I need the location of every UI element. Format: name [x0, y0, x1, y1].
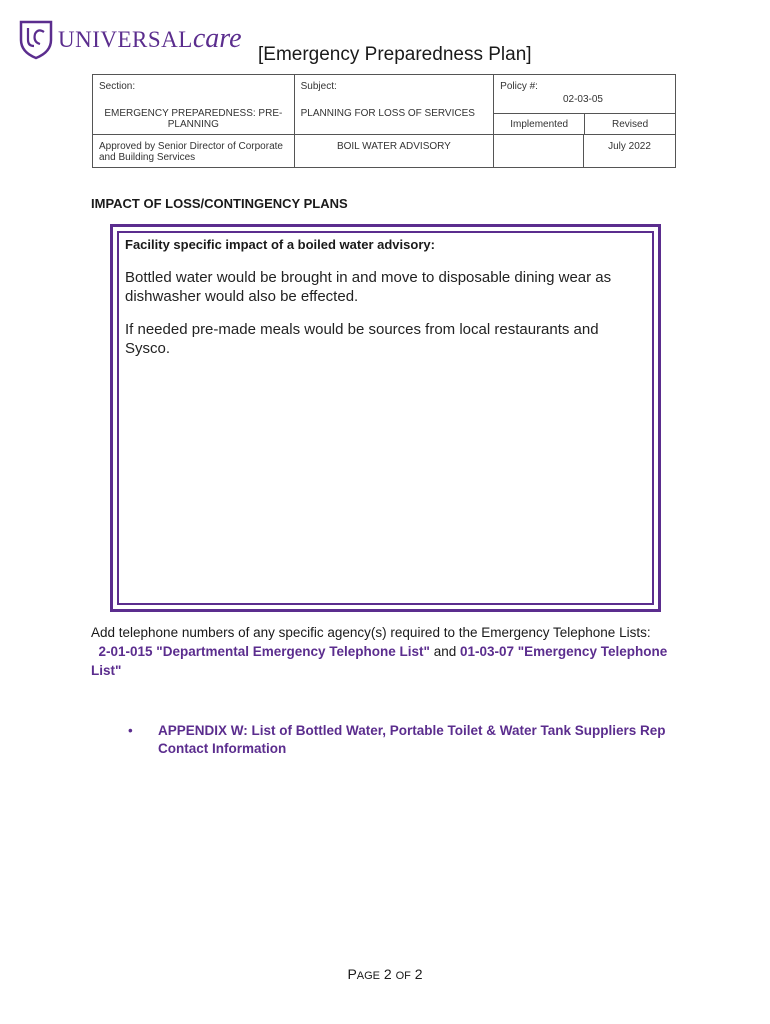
departmental-telephone-list-link[interactable]: 2-01-015 "Departmental Emergency Telephone List": [98, 644, 430, 659]
footer-of: OF: [395, 970, 411, 982]
footer-page-number: 2: [383, 966, 392, 982]
impact-paragraph-2: If needed pre-made meals would be sources from local restaurants and Sysco.: [125, 321, 599, 357]
logo-word-care: care: [192, 23, 242, 54]
revised-value-cell: [584, 135, 676, 168]
sub-subject-cell: [294, 135, 494, 168]
section-cell: [93, 75, 295, 135]
document-title: [Emergency Preparedness Plan]: [258, 44, 532, 65]
logo-wordmark: [58, 25, 242, 53]
emergency-telephone-list-link[interactable]: 01-03-07 "Emergency Telephone List": [91, 644, 668, 678]
implemented-value: [494, 135, 583, 145]
uc-shield-icon: [18, 18, 54, 60]
logo-word-universal: UNIVERSAL: [58, 27, 193, 52]
subject-cell: [294, 75, 494, 135]
facility-impact-box-inner: [117, 231, 654, 605]
page-footer: [0, 966, 770, 982]
telephone-instructions: [91, 623, 691, 680]
facility-impact-heading: Facility specific impact of a boiled water advisory:: [125, 237, 435, 252]
footer-p: P: [347, 966, 357, 982]
approved-by-cell: [93, 135, 295, 168]
implemented-label: Implemented: [494, 114, 585, 134]
policy-cell: [494, 75, 676, 135]
impact-paragraph-1: Bottled water would be brought in and move to disposable dining wear as dishwasher would also be effected.: [125, 269, 612, 305]
section-value: EMERGENCY PREPAREDNESS: PRE-PLANNING: [104, 108, 283, 130]
implemented-value-cell: [494, 135, 584, 168]
appendix-list-item: [128, 722, 668, 758]
impact-heading: IMPACT OF LOSS/CONTINGENCY PLANS: [91, 196, 348, 211]
telephone-and: and: [429, 644, 460, 659]
telephone-intro: Add telephone numbers of any specific agency(s) required to the Emergency Telephone Lists:: [91, 625, 651, 640]
revised-label: Revised: [612, 119, 649, 130]
subject-label: Subject:: [300, 81, 337, 92]
approved-by-text: Approved by Senior Director of Corporate and Building Services: [99, 141, 283, 163]
policy-number: 02-03-05: [562, 94, 603, 105]
bullet-icon: •: [128, 723, 133, 738]
appendix-w-link[interactable]: APPENDIX W: List of Bottled Water, Portable Toilet & Water Tank Suppliers Rep Contact Information: [158, 723, 666, 756]
revised-value: July 2022: [608, 141, 651, 152]
universal-care-logo: [18, 18, 242, 60]
subject-value: PLANNING FOR LOSS OF SERVICES: [300, 108, 475, 119]
footer-age: AGE: [356, 970, 381, 982]
section-label: Section:: [99, 81, 136, 92]
footer-total-pages: 2: [414, 966, 423, 982]
policy-meta-table: [92, 74, 676, 168]
policy-label: Policy #:: [500, 81, 538, 92]
sub-subject-value: BOIL WATER ADVISORY: [336, 141, 451, 152]
facility-impact-box: [110, 224, 661, 612]
